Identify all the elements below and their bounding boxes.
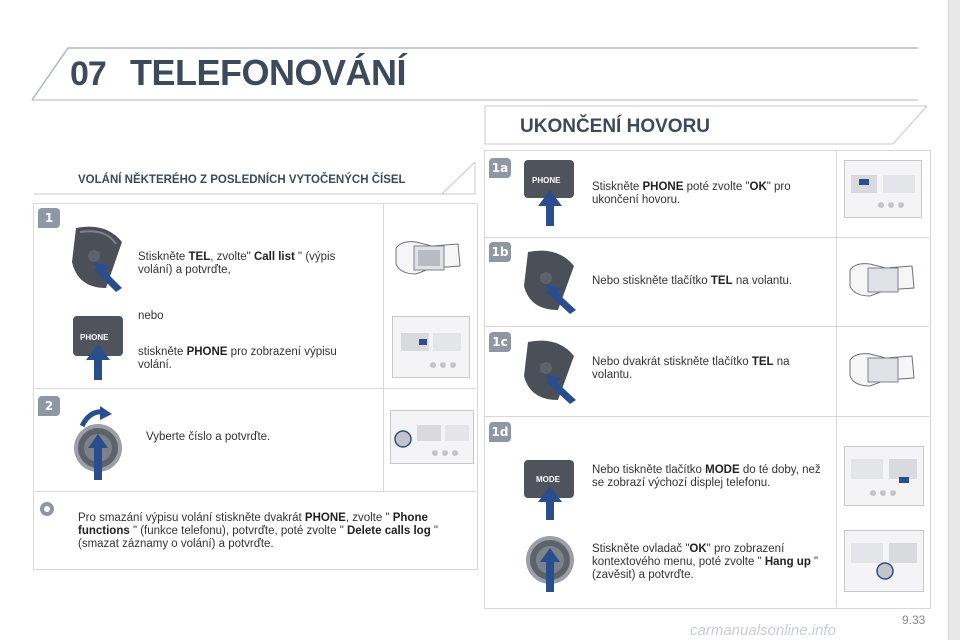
right-panel-divider-2	[485, 326, 929, 327]
step-1a-text: Stiskněte PHONE poté zvolte "OK" pro ukončení hovoru.	[592, 181, 791, 206]
step-2-text: Vyberte číslo a potvrďte.	[146, 431, 271, 443]
phone-button-label: PHONE	[80, 333, 109, 342]
step-1-badge: 1	[38, 208, 60, 228]
page-side-strip	[948, 0, 960, 640]
step-2-badge: 2	[38, 396, 60, 416]
step-1d-text-2: Stiskněte ovladač "OK" pro zobrazení kontextového menu, poté zvolte " Hang up " (zavěsit) a potvrďte.	[592, 543, 819, 581]
left-panel-vdivider-1	[383, 204, 384, 388]
steering-stalk-thumb-icon	[392, 236, 464, 282]
step-1d-text: Nebo tiskněte tlačítko MODE do té doby, než se zobrazí výchozí displej telefonu.	[592, 464, 821, 489]
arrow-up-icon-1a	[538, 190, 562, 226]
tip-text: Pro smazání výpisu volání stiskněte dvakrát PHONE, zvolte " Phone functions " (funkce telefonu), potvrďte, poté zvolte " Delete calls log " (smazat záznamy o volání) a potvrďte.	[78, 512, 438, 550]
radio-panel-thumb-icon-1a	[844, 160, 922, 218]
radio-knob-thumb-icon-1d	[844, 530, 924, 592]
arrow-up-icon-1d	[538, 486, 562, 520]
mode-button-label: MODE	[536, 475, 560, 484]
rotary-knob-icon	[72, 422, 124, 482]
arrow-up-icon	[86, 344, 110, 380]
step-1-text-2: stiskněte PHONE pro zobrazení výpisu volání.	[138, 346, 337, 371]
left-panel-vdivider-2	[383, 389, 384, 491]
left-section-title: VOLÁNÍ NĚKTERÉHO Z POSLEDNÍCH VYTOČENÝCH ČÍSEL	[78, 174, 406, 186]
step-1a-badge: 1a	[489, 158, 511, 178]
page-number: 9.33	[902, 613, 926, 627]
radio-panel-thumb-icon	[392, 316, 470, 378]
watermark: carmanualsonline.info	[690, 622, 836, 639]
tip-bulb-icon	[38, 500, 56, 518]
radio-knob-thumb-icon	[390, 410, 474, 464]
steering-stalk-icon-1b	[518, 246, 580, 316]
chapter-number: 07	[70, 55, 106, 93]
right-section-title: UKONČENÍ HOVORU	[520, 116, 711, 137]
step-1b-text: Nebo stiskněte tlačítko TEL na volantu.	[592, 275, 793, 287]
step-1c-text: Nebo dvakrát stiskněte tlačítko TEL na volantu.	[592, 356, 790, 381]
step-1-or: nebo	[138, 310, 164, 322]
step-1b-badge: 1b	[489, 242, 511, 262]
phone-button-label-1a: PHONE	[532, 176, 561, 185]
right-panel-divider-1	[485, 237, 929, 238]
step-1c-badge: 1c	[489, 332, 511, 352]
rotary-knob-icon-1d	[524, 534, 576, 594]
right-panel-vdivider	[836, 151, 837, 607]
left-panel-divider-2	[34, 491, 476, 492]
radio-panel-thumb-icon-1d	[844, 446, 924, 506]
right-panel-divider-3	[485, 416, 929, 417]
steering-stalk-thumb-icon-1c	[846, 348, 918, 392]
steering-stalk-icon	[66, 222, 128, 294]
steering-stalk-icon-1c	[518, 336, 580, 406]
step-1d-badge: 1d	[489, 422, 511, 442]
chapter-title: TELEFONOVÁNÍ	[130, 52, 407, 93]
steering-stalk-thumb-icon-1b	[846, 258, 918, 302]
step-1-text-1: Stiskněte TEL, zvolte" Call list " (výpis volání) a potvrďte,	[138, 251, 336, 276]
left-panel-divider-1	[34, 388, 476, 389]
